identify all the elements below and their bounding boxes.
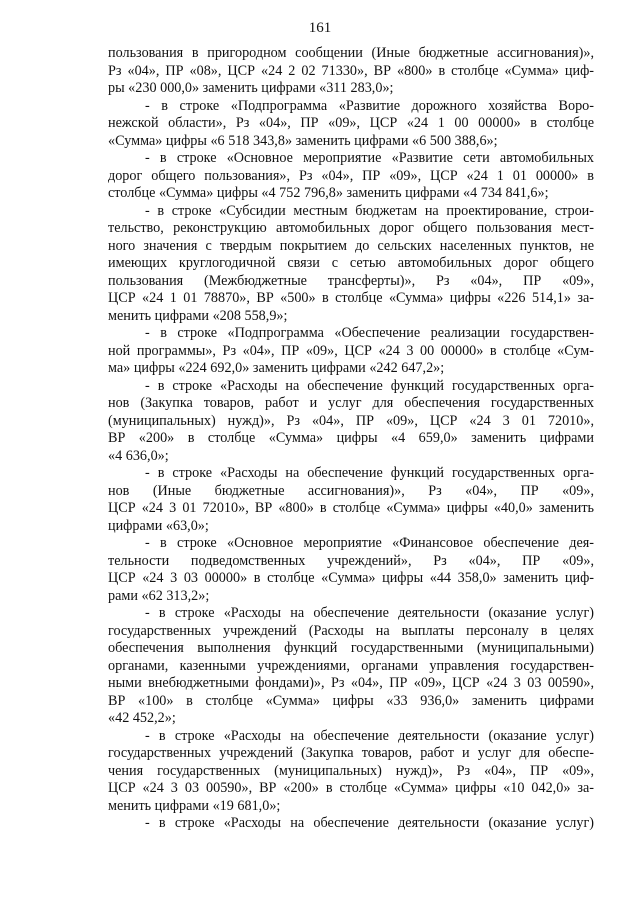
text-line: пользования в пригородном сообщении (Иные бюджетные ассигнования)», [108, 45, 594, 61]
text-line: «Сумма» цифры «6 518 343,8» заменить цифрами «6 500 388,6»; [108, 132, 498, 149]
text-line: ВР «100» в столбце «Сумма» цифры «33 936,0» заменить цифрами [108, 692, 594, 709]
text-line: обеспечения выполнения функций государственными (муниципальными) [108, 640, 594, 656]
text-line: чения государственных (муниципальных) нужд)», Рз «04», ПР «09», [108, 762, 594, 779]
text-line: - в строке «Основное мероприятие «Финансовое обеспечение дея- [145, 535, 594, 551]
text-line: - в строке «Подпрограмма «Развитие дорожного хозяйства Воро- [145, 97, 594, 114]
text-line: ного значения с твердым покрытием до сельских населенных пунктов, не [108, 237, 594, 254]
text-line: ры «230 000,0» заменить цифрами «311 283,0»; [108, 80, 394, 96]
text-line: Рз «04», ПР «08», ЦСР «24 2 02 71330», ВР «800» в столбце «Сумма» циф- [108, 62, 594, 79]
text-line: - в строке «Субсидии местным бюджетам на проектирование, строи- [145, 202, 594, 219]
page-number: 161 [308, 20, 332, 36]
document-body [108, 45, 594, 833]
text-line: нов (Закупка товаров, работ и услуг для обеспечения государственных [108, 395, 594, 411]
text-line: рами «62 313,2»; [108, 587, 210, 604]
text-line: ма» цифры «224 692,0» заменить цифрами «242 647,2»; [108, 360, 445, 376]
text-line: ной программы», Рз «04», ПР «09», ЦСР «24 3 00 00000» в столбце «Сум- [108, 342, 594, 359]
text-line: ЦСР «24 3 03 00000» в столбце «Сумма» цифры «44 358,0» заменить циф- [108, 570, 594, 586]
text-line: - в строке «Расходы на обеспечение деятельности (оказание услуг) [145, 605, 594, 621]
text-line: (муниципальных) нужд)», Рз «04», ПР «09», ЦСР «24 3 01 72010», [108, 412, 594, 429]
text-line: - в строке «Подпрограмма «Обеспечение реализации государствен- [145, 325, 594, 341]
text-line: «4 636,0»; [108, 447, 169, 464]
text-line: - в строке «Основное мероприятие «Развитие сети автомобильных [145, 150, 594, 166]
text-line: - в строке «Расходы на обеспечение функций государственных орга- [145, 465, 594, 481]
text-line: органами, казенными учреждениями, органами управления государствен- [108, 657, 594, 674]
text-line: имеющих круглогодичной связи с сетью автомобильных дорог общего [108, 255, 594, 271]
text-line: тельство, реконструкцию автомобильных дорог общего пользования мест- [108, 220, 594, 236]
text-line: цифрами «63,0»; [108, 517, 209, 534]
text-line: дорог общего пользования», Рз «04», ПР «09», ЦСР «24 1 01 00000» в [108, 167, 594, 184]
text-line: менить цифрами «19 681,0»; [108, 797, 281, 814]
text-line: ЦСР «24 3 03 00590», ВР «200» в столбце «Сумма» цифры «10 042,0» за- [108, 780, 594, 796]
text-line: нов (Иные бюджетные ассигнования)», Рз «04», ПР «09», [108, 482, 594, 499]
text-line: ВР «200» в столбце «Сумма» цифры «4 659,0» заменить цифрами [108, 430, 594, 446]
text-line: тельности подведомственных учреждений», Рз «04», ПР «09», [108, 552, 594, 569]
text-line: пользования (Межбюджетные трансферты)», Рз «04», ПР «09», [108, 272, 594, 289]
text-line: ЦСР «24 3 01 72010», ВР «800» в столбце «Сумма» цифры «40,0» заменить [108, 500, 594, 516]
text-line: государственных учреждений (Закупка товаров, работ и услуг для обеспе- [108, 745, 594, 761]
text-line: - в строке «Расходы на обеспечение функций государственных орга- [145, 377, 594, 394]
text-line: менить цифрами «208 558,9»; [108, 307, 288, 324]
text-line: - в строке «Расходы на обеспечение деятельности (оказание услуг) [145, 727, 594, 744]
text-line: ными внебюджетными фондами)», Рз «04», ПР «09», ЦСР «24 3 03 00590», [108, 675, 594, 691]
text-line: государственных учреждений (Расходы на выплаты персоналу в целях [108, 622, 594, 639]
text-line: «42 452,2»; [108, 710, 176, 726]
text-line: ЦСР «24 1 01 78870», ВР «500» в столбце «Сумма» цифры «226 514,1» за- [108, 290, 594, 306]
text-line: столбце «Сумма» цифры «4 752 796,8» заменить цифрами «4 734 841,6»; [108, 185, 549, 201]
text-line: - в строке «Расходы на обеспечение деятельности (оказание услуг) [145, 815, 594, 831]
text-line: нежской области», Рз «04», ПР «09», ЦСР «24 1 00 00000» в столбце [108, 115, 594, 131]
